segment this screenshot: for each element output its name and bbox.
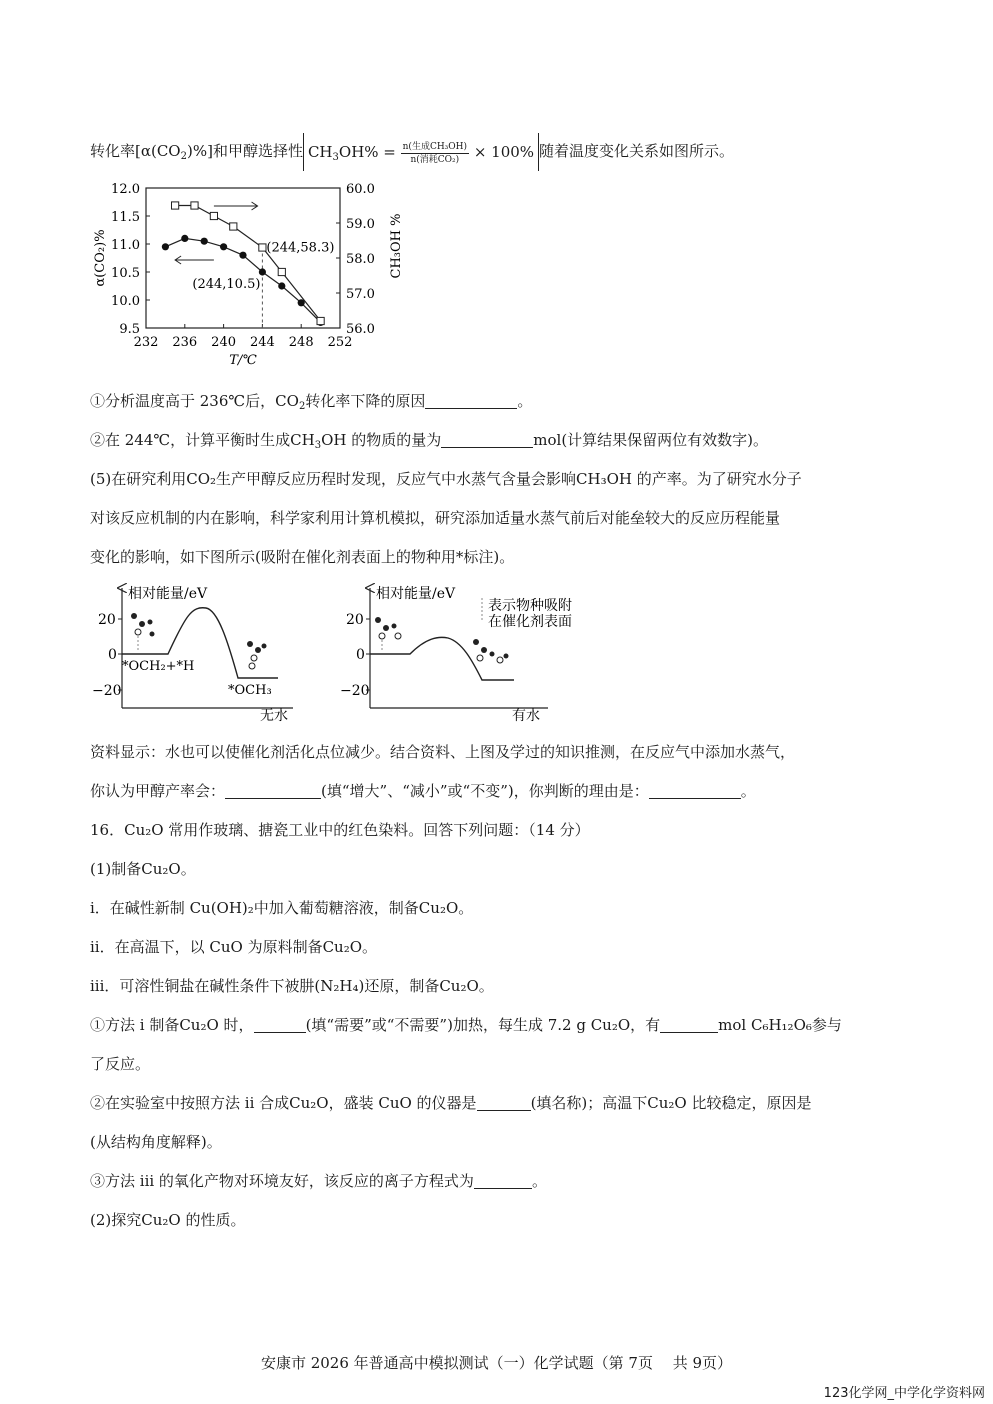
y-axis-label: α(CO₂)% xyxy=(93,229,108,287)
answer-blank-1[interactable] xyxy=(425,392,517,409)
x-tick-label: 248 xyxy=(288,335,314,350)
answer-blank-2[interactable] xyxy=(441,431,533,448)
q1-text: ①分析温度高于 236℃后，CO xyxy=(90,392,299,410)
resource-l2a: 你认为甲醇产率会： xyxy=(90,782,226,800)
x-tick-label: 240 xyxy=(211,335,237,350)
left-ylabel: 相对能量/eV xyxy=(128,586,208,602)
answer-blank-6[interactable] xyxy=(660,1016,718,1033)
selectivity-formula: $CH_3OH\%$ = $\frac{\text{n(生成CH₃OH)}}{\text{n(消耗CO₂)}}$ × 100% xyxy=(303,133,539,171)
x-axis-label: T/℃ xyxy=(229,353,257,368)
x-tick-label: 252 xyxy=(327,335,353,350)
q16-method-iii: iii．可溶性铜盐在碱性条件下被肼(N₂H₄)还原，制备Cu₂O。 xyxy=(90,977,494,995)
formula-left: CH xyxy=(307,143,333,161)
right-tick-0: 0 xyxy=(356,647,365,663)
a1a: ①方法 i 制备Cu₂O 时， xyxy=(90,1016,254,1034)
resource-line1: 资料显示：水也可以使催化剂活化点位减少。结合资料、上图及学过的知识推测，在反应气中添加水蒸气， xyxy=(90,743,796,761)
series-1-point xyxy=(317,317,324,324)
q16-a1-cont: 了反应。 xyxy=(90,1055,151,1073)
q2-text2: OH 的物质的量为 xyxy=(321,431,442,449)
a2a: ②在实验室中按照方法 ii 合成Cu₂O，盛装 CuO 的仪器是 xyxy=(90,1094,477,1112)
legend-line1: 表示物种吸附 xyxy=(488,598,572,614)
page-footer: 安康市 2026 年普通高中模拟测试（一）化学试题（第 7页 共 9页） xyxy=(260,1354,733,1372)
q16-a2-cont: (从结构角度解释)。 xyxy=(90,1133,222,1151)
intro-line: 转化率$[\alpha(CO_2)\%]$和甲醇选择性 $CH_3OH\%$ = $\frac{\text{n(生成CH₃OH)}}{\text{n(消耗CO₂)}}$ × 100% 随着温度变化关系如图所示。 xyxy=(90,132,734,171)
left-end-molecule-icon xyxy=(247,641,267,669)
left-start-label: *OCH₂+*H xyxy=(122,659,195,674)
left-tick-0: 0 xyxy=(108,647,117,663)
conversion-selectivity-chart xyxy=(88,176,408,374)
series-0-point xyxy=(220,243,227,250)
series-1-point xyxy=(191,202,198,209)
y2-tick-label: 59.0 xyxy=(346,217,375,232)
question-2: ②在 244℃，计算平衡时生成$CH_3OH$ 的物质的量为 mol(计算结果保留两位有效数字)。 xyxy=(90,431,769,451)
q16-a3 xyxy=(90,1171,547,1191)
x-tick-label: 244 xyxy=(249,335,275,350)
annotation-upper: (244,58.3) xyxy=(266,240,335,256)
y2-tick-label: 57.0 xyxy=(346,287,375,302)
right-caption: 有水 xyxy=(512,708,540,724)
q16-method-ii: ii．在高温下，以 CuO 为原料制备Cu₂O。 xyxy=(90,938,378,956)
left-tick-neg20: −20 xyxy=(92,683,122,699)
para5-line3: 变化的影响，如下图所示(吸附在催化剂表面上的物种用*标注)。 xyxy=(90,548,515,566)
formula-fraction xyxy=(401,141,469,166)
y-tick-label: 11.0 xyxy=(111,238,140,253)
fraction-numerator: n(生成CH₃OH) xyxy=(402,141,468,152)
y-tick-label: 12.0 xyxy=(111,182,140,197)
answer-blank-3[interactable] xyxy=(225,782,321,799)
q1-end: 。 xyxy=(517,392,533,410)
watermark: 123化学网_中学化学资料网 xyxy=(823,1386,985,1401)
y2-axis-label: CH₃OH % xyxy=(389,213,404,279)
q1-text2: 转化率下降的原因 xyxy=(305,392,426,410)
series-1-point xyxy=(278,268,285,275)
series-0-point xyxy=(239,252,246,259)
right-tick-20: 20 xyxy=(346,612,364,628)
intro-suffix: 随着温度变化关系如图所示。 xyxy=(539,142,735,160)
para5-line2: 对该反应机制的内在影响，科学家利用计算机模拟，研究添加适量水蒸气前后对能垒较大的反应历程能量 xyxy=(90,509,781,527)
intro-prefix2: )%]和甲醇选择性 xyxy=(186,142,303,160)
q16-s1: (1)制备Cu₂O。 xyxy=(90,860,196,878)
a1b: (填“需要”或“不需要”)加热，每生成 7.2 g Cu₂O，有 xyxy=(305,1016,661,1034)
a2b: (填名称)；高温下Cu₂O 比较稳定，原因是 xyxy=(530,1094,812,1112)
y2-tick-label: 60.0 xyxy=(346,182,375,197)
left-end-label: *OCH₃ xyxy=(228,683,272,698)
para5-line1: (5)在研究利用CO₂生产甲醇反应历程时发现，反应气中水蒸气含量会影响CH₃OH 的产率。为了研究水分子 xyxy=(90,470,802,488)
intro-prefix: 转化率[α(CO xyxy=(90,142,181,160)
series-1-point xyxy=(230,223,237,230)
y-tick-label: 9.5 xyxy=(119,322,140,337)
series-0-point xyxy=(181,235,188,242)
q2-end: mol(计算结果保留两位有效数字)。 xyxy=(533,431,769,449)
question-1: ①分析温度高于 236℃后，$CO_2$转化率下降的原因 。 xyxy=(90,392,533,412)
series-1-point xyxy=(259,244,266,251)
annotation-lower: (244,10.5) xyxy=(192,277,261,292)
a1c: mol C₆H₁₂O₆参与 xyxy=(718,1016,842,1034)
fraction-denominator: n(消耗CO₂) xyxy=(410,154,460,165)
resource-line2 xyxy=(90,781,756,801)
series-0-point xyxy=(162,243,169,250)
series-1-point xyxy=(172,202,179,209)
y-tick-label: 10.0 xyxy=(111,294,140,309)
q16-s2: (2)探究Cu₂O 的性质。 xyxy=(90,1211,246,1229)
q2-text: ②在 244℃，计算平衡时生成CH xyxy=(90,431,315,449)
series-0-point xyxy=(259,268,266,275)
right-start-molecule-icon xyxy=(375,617,401,652)
resource-l2c: 。 xyxy=(740,782,756,800)
q16-a1 xyxy=(90,1015,842,1035)
y2-tick-label: 58.0 xyxy=(346,252,375,267)
right-energy-curve xyxy=(370,637,514,680)
right-tick-neg20: −20 xyxy=(340,683,370,699)
formula-right: × 100% xyxy=(473,143,535,161)
series-0-point xyxy=(278,282,285,289)
formula-left2: OH% = xyxy=(338,143,396,161)
y-tick-label: 10.5 xyxy=(111,266,140,281)
answer-blank-8[interactable] xyxy=(474,1172,532,1189)
y2-tick-label: 56.0 xyxy=(346,322,375,337)
series-0-point xyxy=(201,238,208,245)
left-start-molecule-icon xyxy=(131,613,155,652)
x-tick-label: 232 xyxy=(133,335,159,350)
y-tick-label: 11.5 xyxy=(111,210,140,225)
answer-blank-7[interactable] xyxy=(477,1094,531,1111)
q16-title: 16．Cu₂O 常用作玻璃、搪瓷工业中的红色染料。回答下列问题：（14 分） xyxy=(90,821,590,839)
right-ylabel: 相对能量/eV xyxy=(376,586,456,602)
a3a: ③方法 iii 的氧化产物对环境友好，该反应的离子方程式为 xyxy=(90,1172,474,1190)
left-caption: 无水 xyxy=(260,708,288,724)
answer-blank-4[interactable] xyxy=(649,782,741,799)
q16-a2 xyxy=(90,1093,812,1113)
answer-blank-5[interactable] xyxy=(254,1016,306,1033)
energy-profile-diagrams xyxy=(88,580,608,730)
series-1-point xyxy=(210,212,217,219)
x-tick-label: 236 xyxy=(172,335,198,350)
legend-line2: 在催化剂表面 xyxy=(488,614,572,630)
q16-method-i: i．在碱性新制 Cu(OH)₂中加入葡萄糖溶液，制备Cu₂O。 xyxy=(90,899,474,917)
resource-l2b: (填“增大”、“减小”或“不变”)，你判断的理由是： xyxy=(321,782,649,800)
right-end-molecule-icon xyxy=(473,639,509,663)
left-tick-20: 20 xyxy=(98,612,116,628)
a3b: 。 xyxy=(531,1172,547,1190)
